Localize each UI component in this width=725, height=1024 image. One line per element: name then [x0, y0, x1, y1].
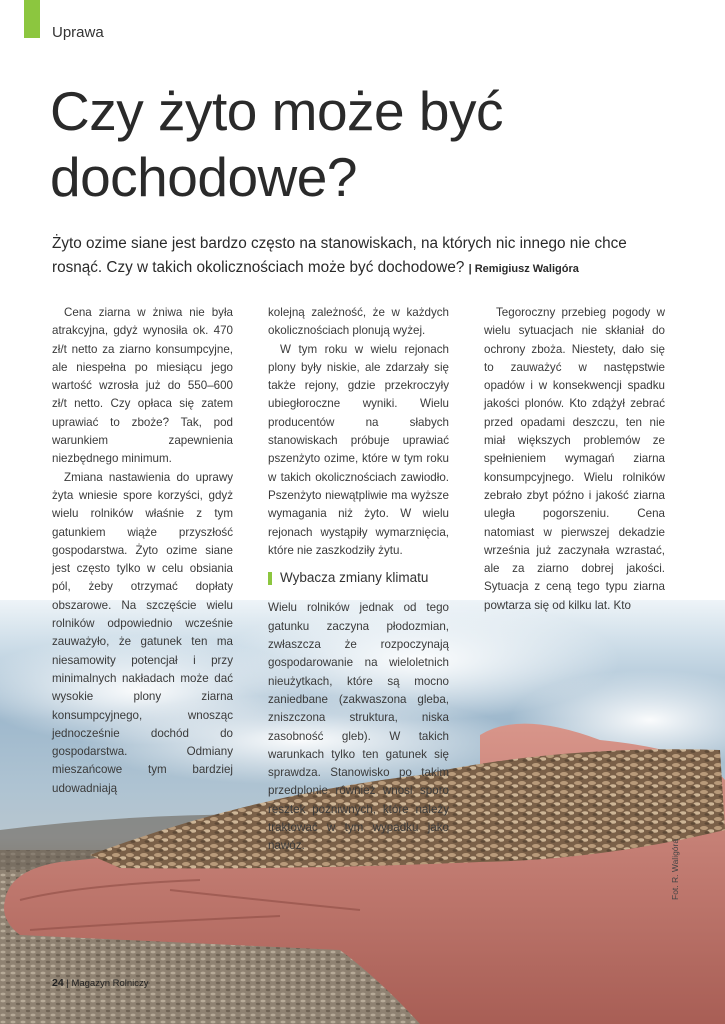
paragraph: kolejną zależność, że w każdych okolicznościach plonują wyżej. [268, 306, 449, 338]
section-label: Uprawa [52, 24, 104, 41]
subheading [268, 569, 449, 587]
page-number: 24 [52, 977, 64, 989]
paragraph: Wielu rolników jednak od tego gatunku zaczyna płodozmian, zwłaszcza że rozpoczynają gospodarowanie na wieloletnich nieużytkach, które są mocno zaniedbane (zakwaszona gleba, zniszczona struktura, niska zasobność gleb). W takich warunkach tylko ten gatunek się sprawdza. Stanowisko po takim przedplonie również wnosi sporo resztek pożniwnych, które należy traktować w tym wypadku jako nawóz. [268, 601, 449, 853]
page-footer [52, 977, 149, 989]
article-title: Czy żyto może być dochodowe? [50, 80, 504, 208]
photo-credit: Fot. R. Waligóra [670, 838, 680, 900]
lead-text: Żyto ozime siane jest bardzo często na stanowiskach, na których nic innego nie chce rosnąć. Czy w takich okolicznościach może być dochodowe? [52, 235, 627, 276]
article-lead [52, 232, 672, 281]
subheading-text: Wybacza zmiany klimatu [280, 570, 429, 586]
section-accent-bar [24, 0, 40, 38]
paragraph: W tym roku w wielu rejonach plony były niskie, ale zdarzały się także rejony, gdzie przekroczyły ubiegłoroczne wyniki. Wielu producentów na słabych stanowiskach próbuje uprawiać pszenżyto ozime, które w tym roku w takich okolicznościach zawiodło. Pszenżyto niewątpliwie ma wyższe wymagania niż żyto. W wielu rejonach wystąpiły wymarznięcia, które nie zaszkodziły żytu. [268, 342, 449, 557]
article-column-2 [268, 304, 449, 856]
paragraph: Tegoroczny przebieg pogody w wielu sytuacjach nie skłaniał do ochrony zboża. Niestety, dało się to zauważyć w następstwie opadów i w konsekwencji spadku jakości plonów. Kto zdążył zebrać przed opadami deszczu, ten nie miał większych problemów ze spełnieniem wymagań ziarna konsumpcyjnego. Wielu rolników zebrało zbyt późno i jakość ziarna uległa pogorszeniu. Cena natomiast w pierwszej dekadzie września już zaczynała wzrastać, ale za ziarno dobrej jakości. Sytuacja z ceną tego typu ziarna powtarza się od kilku lat. Kto [484, 306, 665, 612]
article-column-1 [52, 304, 233, 798]
article-column-3 [484, 304, 665, 615]
author-byline: | Remigiusz Waligóra [468, 263, 579, 275]
subheading-accent-icon [268, 572, 272, 585]
magazine-name: Magazyn Rolniczy [71, 978, 149, 989]
footer-separator: | [66, 978, 69, 989]
paragraph: Cena ziarna w żniwa nie była atrakcyjna, gdyż wynosiła ok. 470 zł/t netto za ziarno konsumpcyjne, ale niespełna po miesiącu jego wartość wzrosła już do 550–600 zł/t netto. Czy opłaca się zatem uprawiać to zboże? Tak, pod warunkiem zapewnienia niezbędnego minimum. [52, 306, 233, 466]
paragraph: Zmiana nastawienia do uprawy żyta wniesie spore korzyści, gdyż wielu rolników właśnie z tym gatunkiem wiąże przyszłość gospodarstwa. Żyto ozime siane jest często tylko w celu obsiania pól, żeby otrzymać dopłaty obszarowe. Na szczęście wielu rolników odpowiednio wcześnie zauważyło, że gatunek ten ma niesamowity potencjał i przy minimalnych nakładach może dać wysokie plony ziarna konsumpcyjnego, wnosząc jednocześnie dochód do gospodarstwa. Odmiany mieszańcowe tym bardziej udowadniają [52, 470, 233, 795]
